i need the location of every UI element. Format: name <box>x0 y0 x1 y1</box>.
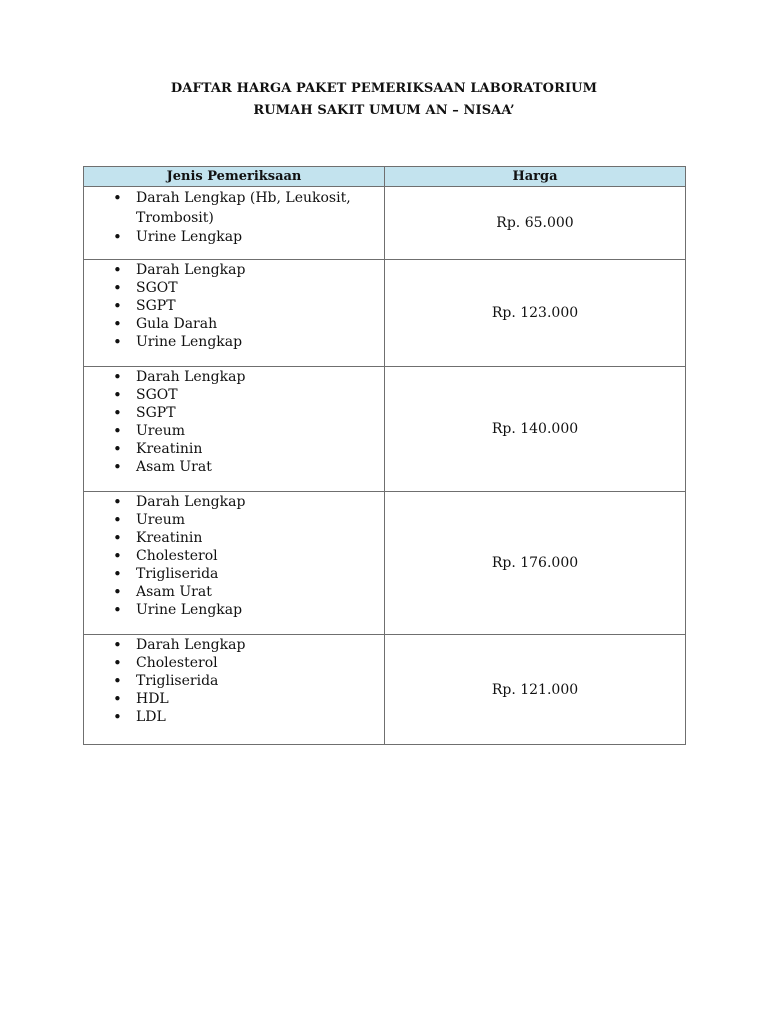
list-item: • Darah Lengkap <box>84 636 376 654</box>
price-cell: Rp. 123.000 <box>385 260 686 367</box>
price-cell: Rp. 65.000 <box>385 187 686 260</box>
list-item: • Cholesterol <box>84 654 376 672</box>
price-table <box>83 166 686 745</box>
exam-list-cell <box>84 635 385 745</box>
list-item: • SGPT <box>84 404 376 422</box>
exam-list <box>84 187 384 246</box>
exam-list-cell <box>84 367 385 492</box>
list-item: • Darah Lengkap <box>84 261 376 279</box>
list-item: • Urine Lengkap <box>84 601 376 619</box>
list-item: • Kreatinin <box>84 529 376 547</box>
list-item: • Ureum <box>84 422 376 440</box>
list-item: • Asam Urat <box>84 583 376 601</box>
list-item: • SGPT <box>84 297 376 315</box>
exam-list-cell <box>84 187 385 260</box>
list-item: • Ureum <box>84 511 376 529</box>
exam-list-cell <box>84 260 385 367</box>
list-item: • LDL <box>84 708 376 726</box>
list-item: • Urine Lengkap <box>84 228 376 246</box>
list-item: • SGOT <box>84 279 376 297</box>
list-item: • Cholesterol <box>84 547 376 565</box>
column-header-price: Harga <box>385 167 686 187</box>
list-item: • Asam Urat <box>84 458 376 476</box>
exam-list <box>84 492 384 619</box>
price-cell: Rp. 140.000 <box>385 367 686 492</box>
table-row <box>84 492 686 635</box>
list-item: • Kreatinin <box>84 440 376 458</box>
table-row <box>84 187 686 260</box>
exam-list <box>84 367 384 476</box>
list-item: • HDL <box>84 690 376 708</box>
exam-list-cell <box>84 492 385 635</box>
list-item: • Darah Lengkap (Hb, Leukosit, Trombosit) <box>84 188 376 228</box>
table-row <box>84 635 686 745</box>
document-title: DAFTAR HARGA PAKET PEMERIKSAAN LABORATORIUM <box>170 81 598 96</box>
exam-list <box>84 260 384 351</box>
list-item: • Gula Darah <box>84 315 376 333</box>
table-row <box>84 260 686 367</box>
column-header-exam-type: Jenis Pemeriksaan <box>84 167 385 187</box>
list-item: • SGOT <box>84 386 376 404</box>
list-item: • Trigliserida <box>84 672 376 690</box>
table-row <box>84 367 686 492</box>
price-cell: Rp. 176.000 <box>385 492 686 635</box>
list-item: • Trigliserida <box>84 565 376 583</box>
list-item: • Darah Lengkap <box>84 368 376 386</box>
exam-list <box>84 635 384 726</box>
document-subtitle: RUMAH SAKIT UMUM AN – NISAA’ <box>253 103 515 118</box>
table-header-row <box>84 167 686 187</box>
list-item: • Urine Lengkap <box>84 333 376 351</box>
list-item: • Darah Lengkap <box>84 493 376 511</box>
price-cell: Rp. 121.000 <box>385 635 686 745</box>
